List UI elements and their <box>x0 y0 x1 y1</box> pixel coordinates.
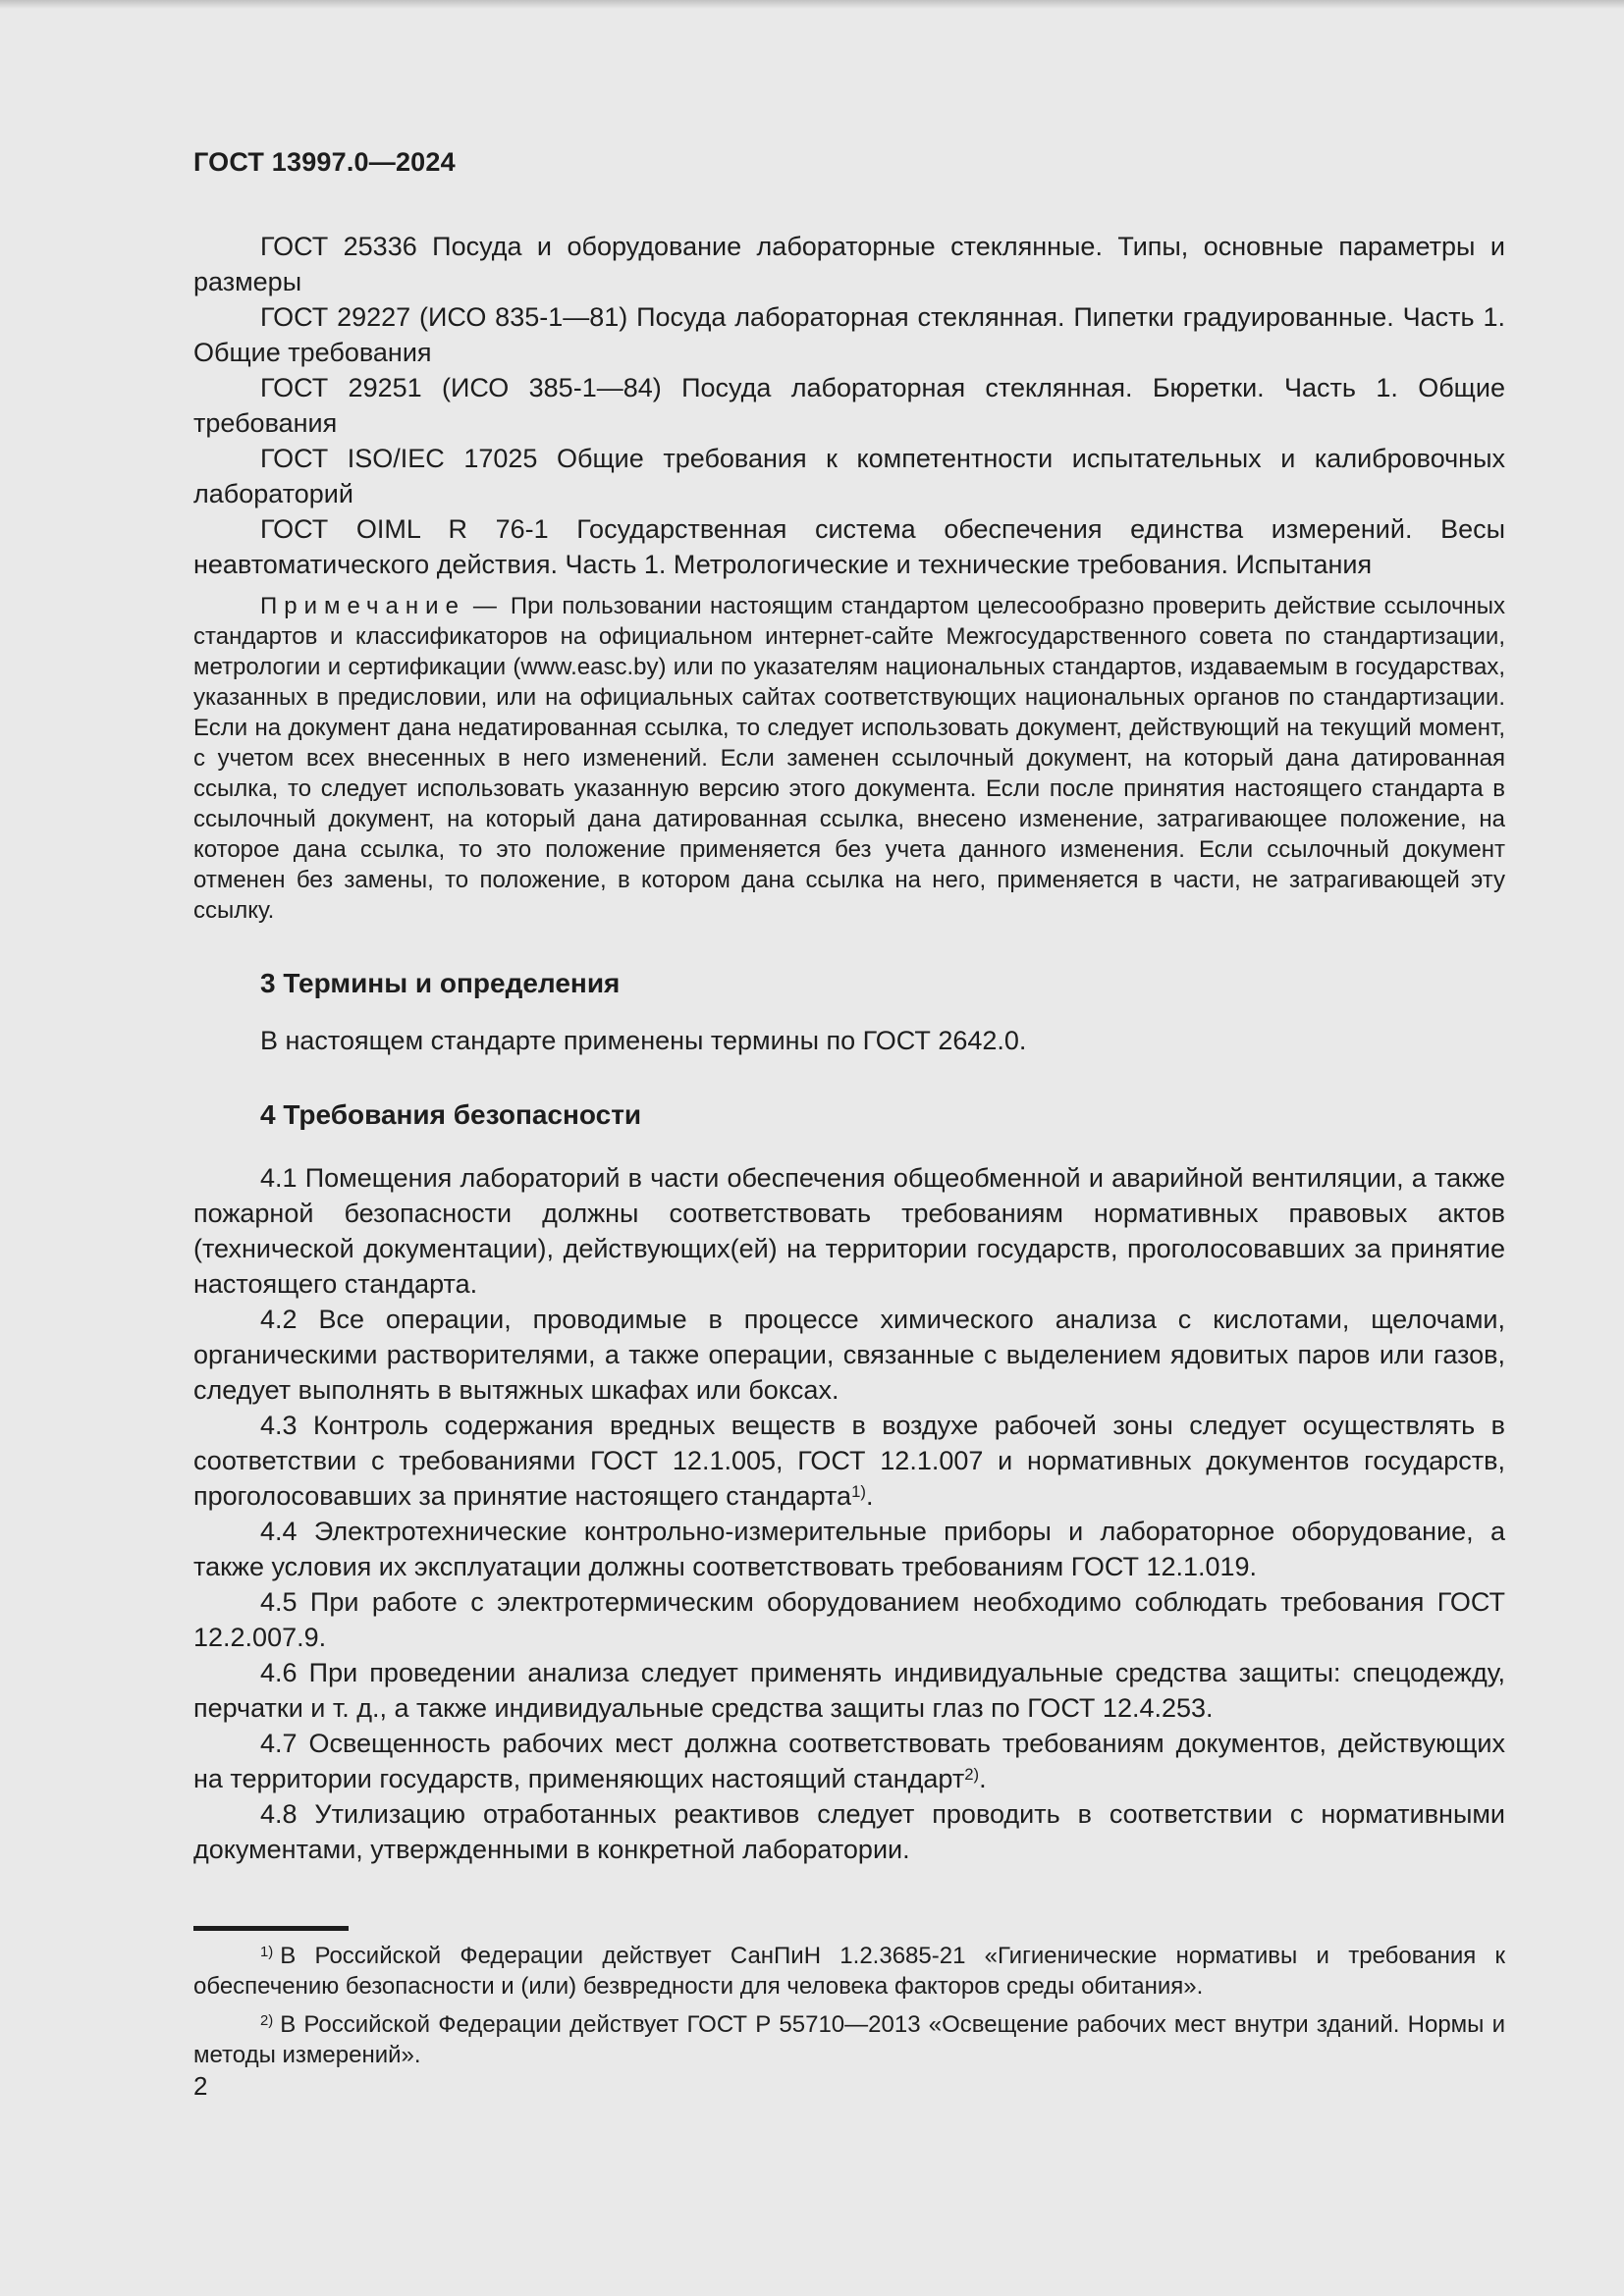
note-text: При пользовании настоящим стандартом целесообразно проверить действие ссылочных стандартов и классификаторов на официальном интернет-сайте Межгосударственного совета по стандартизации, метрологии и сертификации (www.easc.by) или по указателям национальных стандартов, издаваемым в государствах, указанных в предисловии, или на официальных сайтах соответствующих национальных органов по стандартизации. Если на документ дана недатированная ссылка, то следует использовать документ, действующий на текущий момент, с учетом всех внесенных в него изменений. Если заменен ссылочный документ, на который дана датированная ссылка, то следует использовать указанную версию этого документа. Если после принятия настоящего стандарта в ссылочный документ, на который дана датированная ссылка, внесено изменение, затрагивающее положение, на которое дана ссылка, то это положение применяется без учета данного изменения. Если ссылочный документ отменен без замены, то положение, в котором дана ссылка на него, применяется в части, не затрагивающей эту ссылку. <box>193 593 1505 924</box>
clause-paragraph-4-7 <box>193 1726 1505 1796</box>
footnote-ref-1: 1) <box>851 1481 866 1501</box>
clause-paragraph-4-2: 4.2 Все операции, проводимые в процессе химического анализа с кислотами, щелочами, органическими растворителями, а также операции, связанные с выделением ядовитых паров или газов, следует выполнять в вытяжных шкафах или боксах. <box>193 1305 1505 1405</box>
footnote-marker-2: 2) <box>260 2012 274 2029</box>
clause-paragraph-4-3 <box>193 1408 1505 1514</box>
footnote-text: В Российской Федерации действует СанПиН 1.2.3685-21 «Гигиенические нормативы и требования к обеспечению безопасности и (или) безвредности для человека факторов среды обитания». <box>193 1943 1505 2000</box>
note-label: Примечание <box>260 593 465 619</box>
clause-text: 4.3 Контроль содержания вредных веществ в воздухе рабочей зоны следует осуществлять в соответствии с требованиями ГОСТ 12.1.005, ГОСТ 12.1.007 и нормативных документов государств, проголосовавших за принятие настоящего стандарта <box>193 1411 1505 1511</box>
footnote-1 <box>193 1941 1505 2002</box>
footnotes-section <box>193 1926 1505 2070</box>
clause-paragraph-4-1: 4.1 Помещения лабораторий в части обеспечения общеобменной и аварийной вентиляции, а также пожарной безопасности должны соответствовать требованиям нормативных правовых актов (технической документации), действующих(ей) на территории государств, проголосовавших за принятие настоящего стандарта. <box>193 1163 1505 1299</box>
reference-paragraph: ГОСТ 29251 (ИСО 385-1—84) Посуда лабораторная стеклянная. Бюретки. Часть 1. Общие требования <box>193 373 1505 438</box>
terms-section <box>193 1023 1505 1058</box>
clause-text: 4.7 Освещенность рабочих мест должна соответствовать требованиям документов, действующих на территории государств, применяющих настоящий стандарт <box>193 1729 1505 1793</box>
reference-paragraph: ГОСТ ISO/IEC 17025 Общие требования к компетентности испытательных и калибровочных лабораторий <box>193 444 1505 508</box>
note-section <box>193 591 1505 926</box>
clause-tail: . <box>979 1764 987 1793</box>
reference-paragraph: ГОСТ OIML R 76-1 Государственная система обеспечения единства измерений. Весы неавтоматического действия. Часть 1. Метрологические и технические требования. Испытания <box>193 514 1505 579</box>
standard-designation: ГОСТ 13997.0—2024 <box>193 147 456 177</box>
reference-paragraph: ГОСТ 29227 (ИСО 835-1—81) Посуда лабораторная стеклянная. Пипетки градуированные. Часть 1. Общие требования <box>193 302 1505 367</box>
clause-paragraph-4-4: 4.4 Электротехнические контрольно-измерительные приборы и лабораторное оборудование, а также условия их эксплуатации должны соответствовать требованиям ГОСТ 12.1.019. <box>193 1517 1505 1581</box>
clause-paragraph-4-8: 4.8 Утилизацию отработанных реактивов следует проводить в соответствии с нормативными документами, утвержденными в конкретной лаборатории. <box>193 1799 1505 1864</box>
footnote-marker-1: 1) <box>260 1944 274 1960</box>
clause-tail: . <box>865 1481 874 1511</box>
footnote-2 <box>193 2009 1505 2070</box>
page-header <box>193 145 456 179</box>
page-number: 2 <box>193 2071 208 2101</box>
section-heading-terms: 3 Термины и определения <box>260 968 621 998</box>
terms-paragraph: В настоящем стандарте применены термины по ГОСТ 2642.0. <box>260 1026 1027 1055</box>
safety-section <box>193 1160 1505 1867</box>
note-dash: — <box>472 593 497 619</box>
note-paragraph <box>193 591 1505 926</box>
footnote-separator <box>193 1926 349 1931</box>
reference-paragraph: ГОСТ 25336 Посуда и оборудование лабораторные стеклянные. Типы, основные параметры и размеры <box>193 232 1505 296</box>
clause-paragraph-4-6: 4.6 При проведении анализа следует применять индивидуальные средства защиты: спецодежду, перчатки и т. д., а также индивидуальные средства защиты глаз по ГОСТ 12.4.253. <box>193 1658 1505 1723</box>
footnote-text: В Российской Федерации действует ГОСТ Р 55710—2013 «Освещение рабочих мест внутри зданий. Нормы и методы измерений». <box>193 2011 1505 2068</box>
footnote-ref-2: 2) <box>964 1764 980 1784</box>
clause-paragraph-4-5: 4.5 При работе с электротермическим оборудованием необходимо соблюдать требования ГОСТ 12.2.007.9. <box>193 1587 1505 1652</box>
section-heading-safety: 4 Требования безопасности <box>260 1099 642 1130</box>
references-section <box>193 229 1505 582</box>
